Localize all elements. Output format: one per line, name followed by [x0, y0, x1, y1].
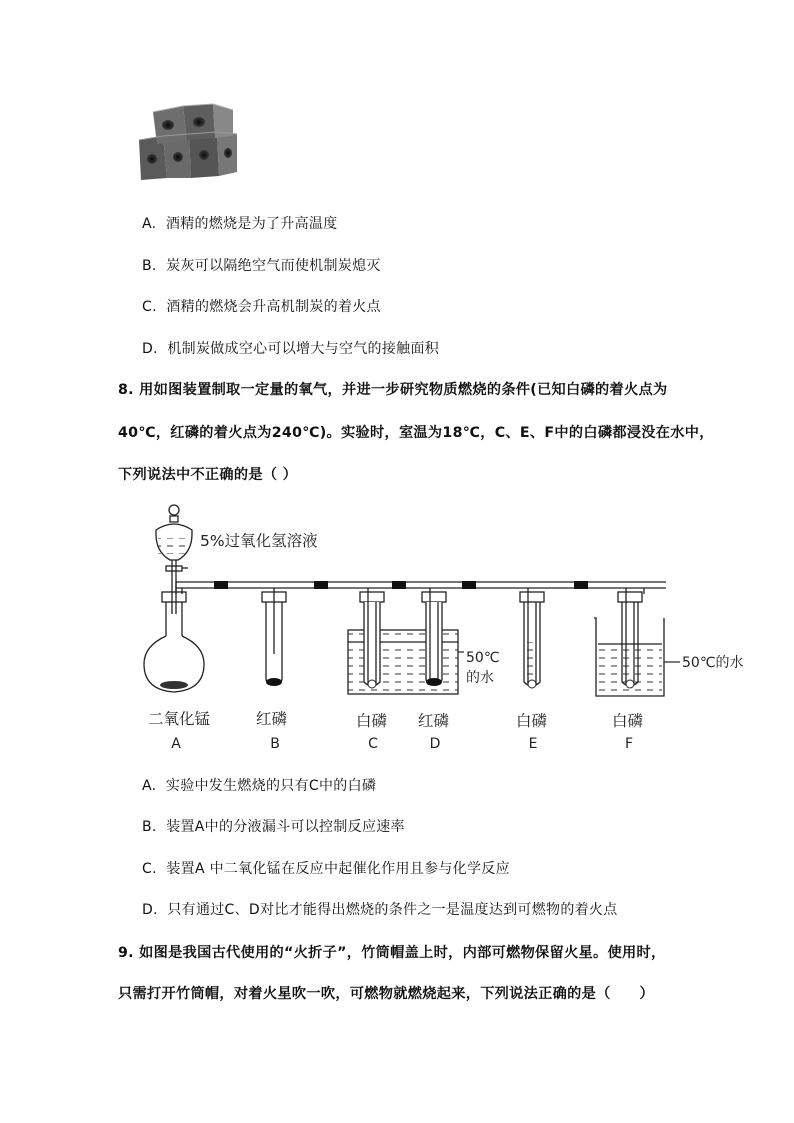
red-phosphorus-b [266, 678, 282, 686]
experiment-apparatus-figure [118, 494, 762, 756]
substance-label-c: 白磷 [356, 712, 388, 730]
flask-a [144, 592, 204, 692]
charcoal-briquettes-image [133, 100, 241, 182]
gas-pipeline [176, 582, 666, 594]
q9-stem-line-2 [118, 983, 654, 1003]
water-temp-label: 50℃ [466, 650, 500, 666]
option-letter: A. [142, 216, 157, 232]
substance-label-d: 红磷 [418, 712, 450, 730]
substance-label-b: 红磷 [256, 710, 288, 728]
q8-option-c [142, 858, 510, 878]
option-letter: B. [142, 819, 157, 835]
tube-b [262, 588, 286, 684]
option-letter: A. [142, 778, 157, 794]
q7-option-a [142, 213, 338, 233]
manganese-dioxide-powder [160, 681, 188, 689]
apparatus-letter-f: F [624, 736, 634, 752]
option-letter: D. [142, 902, 158, 918]
question-text: 用如图装置制取一定量的氧气，并进一步研究物质燃烧的条件(已知白磷的着火点为 [139, 382, 668, 398]
substance-label-e: 白磷 [516, 712, 548, 730]
red-phosphorus-d [426, 678, 442, 686]
question-number: 9. [118, 945, 134, 961]
apparatus-letter-a: A [171, 736, 181, 752]
q9-stem-line-1 [118, 942, 665, 962]
tube-c [360, 588, 384, 686]
tube-e [520, 588, 544, 686]
option-letter: C. [142, 861, 157, 877]
apparatus-letter-e: E [528, 736, 538, 752]
option-text: 酒精的燃烧会升高机制炭的着火点 [166, 299, 381, 315]
q7-option-d [142, 338, 439, 358]
option-text: 炭灰可以隔绝空气而使机制炭熄灭 [166, 258, 381, 274]
beaker-water-label: 50℃的水 [682, 655, 744, 671]
option-text: 酒精的燃烧是为了升高温度 [165, 216, 338, 232]
q8-option-a [142, 775, 376, 795]
question-text: 只需打开竹筒帽，对着火星吹一吹，可燃物就燃烧起来，下列说法正确的是（ ） [118, 986, 655, 1002]
option-text: 只有通过C、D对比才能得出燃烧的条件之一是温度达到可燃物的着火点 [167, 902, 618, 918]
apparatus-letter-c: C [368, 736, 378, 752]
white-phosphorus-c [368, 680, 376, 688]
question-text: 40℃，红磷的着火点为240℃)。实验时，室温为18℃，C、E、F中的白磷都浸没在水中， [118, 425, 714, 441]
option-text: 装置A 中二氧化锰在反应中起催化作用且参与化学反应 [166, 861, 510, 877]
apparatus-letter-d: D [429, 736, 441, 752]
white-phosphorus-e [528, 680, 536, 688]
q8-option-d [142, 899, 618, 919]
q8-stem-line-1 [118, 379, 667, 399]
question-number: 8. [118, 382, 134, 398]
option-letter: B. [142, 258, 157, 274]
substance-label-f: 白磷 [612, 712, 644, 730]
option-letter: C. [142, 299, 157, 315]
question-text: 下列说法中不正确的是（ ） [118, 467, 298, 483]
option-letter: D. [142, 341, 158, 357]
option-text: 装置A中的分液漏斗可以控制反应速率 [166, 819, 405, 835]
q8-stem-line-3 [118, 464, 297, 484]
option-text: 机制炭做成空心可以增大与空气的接触面积 [167, 341, 440, 357]
q8-stem-line-2 [118, 422, 714, 442]
q8-option-b [142, 816, 405, 836]
white-phosphorus-f [626, 680, 634, 688]
q7-option-c [142, 296, 381, 316]
apparatus-letter-b: B [270, 736, 280, 752]
q7-option-b [142, 255, 381, 275]
substance-label-a: 二氧化锰 [148, 710, 211, 728]
option-text: 实验中发生燃烧的只有C中的白磷 [165, 778, 377, 794]
reagent-label: 5%过氧化氢溶液 [200, 532, 318, 550]
tube-d [422, 588, 446, 684]
water-label: 的水 [466, 670, 494, 686]
question-text: 如图是我国古代使用的“火折子”，竹筒帽盖上时，内部可燃物保留火星。使用时， [139, 945, 666, 961]
